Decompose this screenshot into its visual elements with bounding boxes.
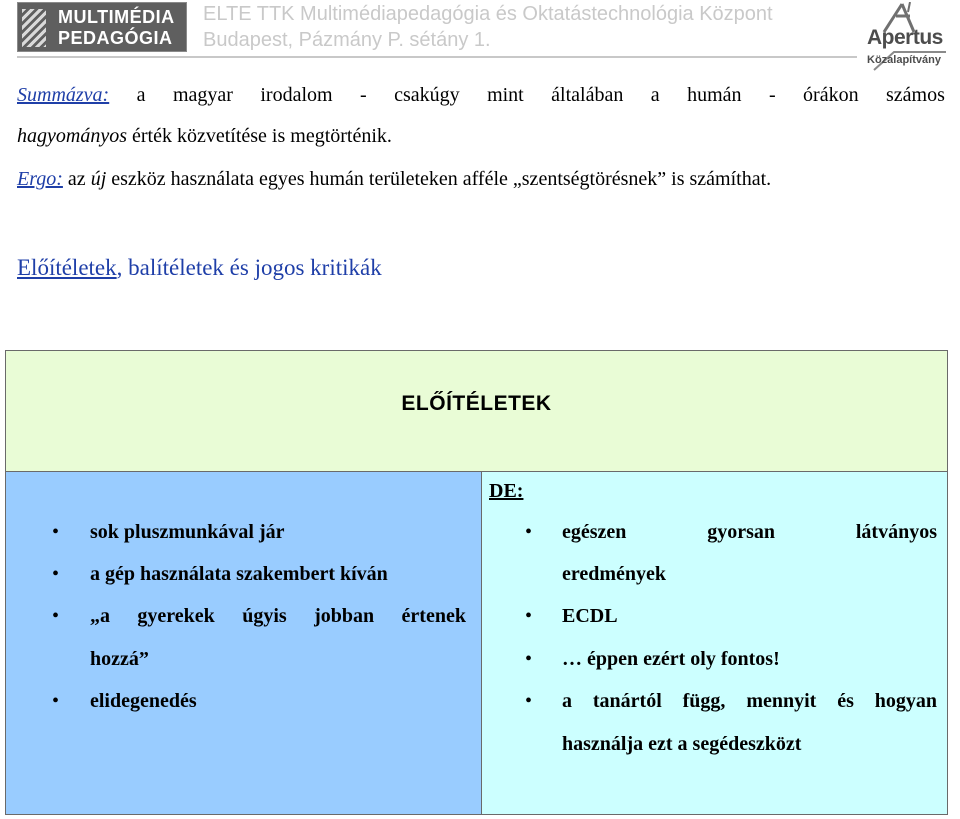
counterpoint-item-1 (562, 521, 937, 544)
prejudice-item-3-word: jobban (314, 605, 375, 627)
counterpoint-item-4-word: hogyan (874, 690, 937, 712)
summary-word: magyar (172, 84, 233, 106)
summary-label: Summázva: (17, 84, 110, 106)
section-heading-rest: , balítéletek és jogos kritikák (116, 255, 382, 280)
counterpoint-item-4-word: függ, (682, 690, 726, 712)
bullet-icon: • (52, 521, 60, 543)
counterpoint-item-4-word: és (837, 690, 854, 712)
logo-line1: MULTIMÉDIA (58, 7, 175, 27)
bullet-icon: • (52, 605, 60, 627)
prejudice-item-3-word: úgyis (242, 605, 287, 627)
prejudice-item-3-cont: hozzá” (90, 648, 149, 670)
prejudice-item-1: sok pluszmunkával jár (90, 521, 285, 543)
apertus-logo (864, 2, 948, 74)
summary-word: humán (687, 84, 742, 106)
counterpoint-item-4-word: mennyit (746, 690, 817, 712)
counterpoint-item-1-word: látványos (855, 521, 937, 543)
ergo-text-b: eszköz használata egyes humán területeken afféle „szentségtörésnek” is számíthat. (106, 168, 772, 190)
bullet-icon: • (525, 521, 533, 543)
bullet-icon: • (52, 690, 60, 712)
counterpoint-item-4 (562, 690, 937, 713)
logo-stripe-mark (22, 9, 46, 47)
counterpoints-list-box (482, 471, 948, 815)
summary-continuation (17, 125, 392, 148)
summary-word: csakúgy (394, 84, 460, 106)
ergo-label: Ergo: (17, 168, 63, 190)
summary-word: általában (551, 84, 624, 106)
ergo-line (17, 168, 771, 191)
header-divider (17, 56, 857, 58)
bullet-icon: • (525, 690, 533, 712)
summary-word: órákon (803, 84, 859, 106)
summary-rest: érték közvetítése is megtörténik. (126, 125, 392, 147)
bullet-icon: • (52, 563, 60, 585)
header-address: Budapest, Pázmány P. sétány 1. (203, 29, 491, 51)
apertus-name: Apertus (867, 26, 943, 49)
prejudices-list-box (5, 471, 482, 815)
summary-word: - (768, 84, 776, 106)
counterpoint-item-4-word: a (562, 690, 572, 712)
counterpoint-item-3: … éppen ezért oly fontos! (562, 648, 780, 670)
prejudices-header-box (5, 350, 948, 471)
prejudice-item-3-word: gyerekek (137, 605, 215, 627)
summary-line (17, 84, 945, 107)
prejudice-item-3 (90, 605, 466, 628)
prejudice-item-4: elidegenedés (90, 690, 197, 712)
but-label: DE: (489, 480, 524, 502)
ergo-text-a: az (62, 168, 91, 190)
counterpoint-item-1-word: egészen (562, 521, 627, 543)
counterpoint-item-2: ECDL (562, 605, 618, 627)
summary-word: a (136, 84, 146, 106)
counterpoint-item-4-cont: használja ezt a segédeszközt (562, 733, 802, 755)
multimedia-pedagogia-logo (17, 2, 187, 52)
prejudice-item-3-word: értenek (401, 605, 466, 627)
prejudice-item-3-word: „a (90, 605, 110, 627)
bullet-icon: • (525, 648, 533, 670)
counterpoint-item-1-word: gyorsan (707, 521, 776, 543)
counterpoint-item-1-cont: eredmények (562, 563, 667, 585)
summary-word: a (650, 84, 660, 106)
section-heading (17, 255, 382, 281)
header-institution: ELTE TTK Multimédiapedagógia és Oktatástechnológia Központ (203, 3, 773, 25)
summary-italic-word: hagyományos (17, 125, 127, 147)
ergo-italic-word: új (90, 168, 107, 190)
bullet-icon: • (525, 605, 533, 627)
logo-line2: PEDAGÓGIA (58, 28, 173, 48)
summary-word: számos (886, 84, 945, 106)
prejudices-title: ELŐÍTÉLETEK (401, 392, 552, 415)
apertus-subtitle: Közalapítvány (867, 54, 941, 66)
summary-word: mint (487, 84, 524, 106)
prejudice-item-2: a gép használata szakembert kíván (90, 563, 388, 585)
summary-word: - (360, 84, 367, 106)
section-heading-underlined: Előítéletek (17, 255, 117, 280)
summary-word: irodalom (260, 84, 333, 106)
counterpoint-item-4-word: tanártól (592, 690, 662, 712)
